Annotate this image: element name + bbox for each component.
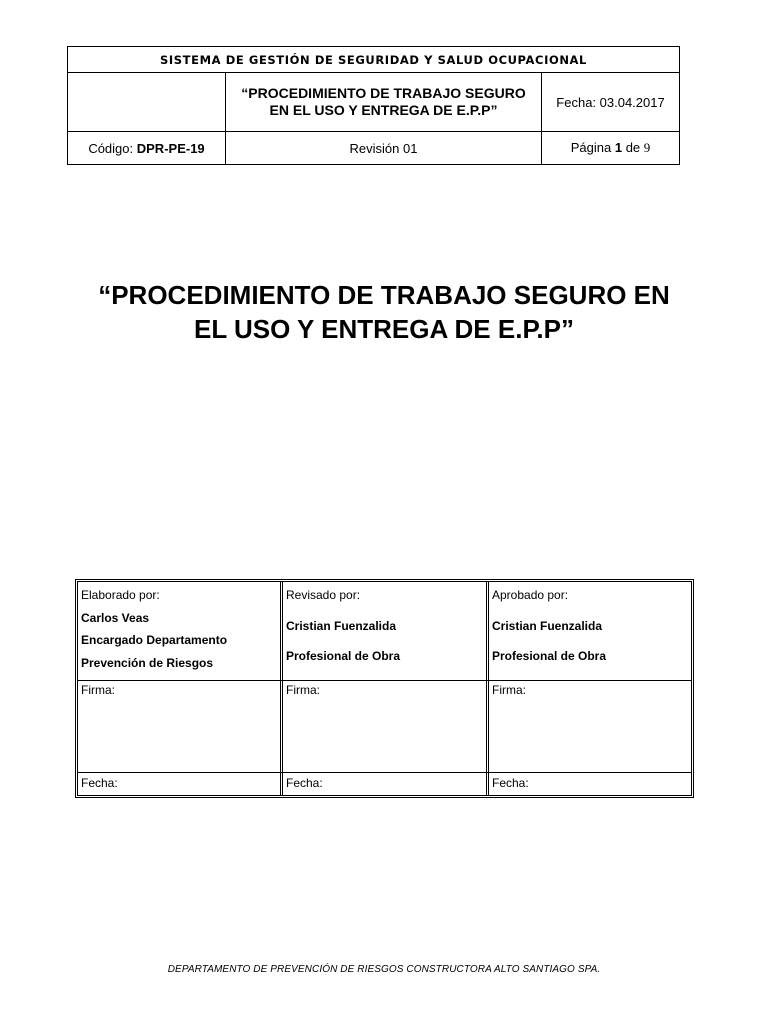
elaborado-role-line-2: Prevención de Riesgos xyxy=(81,656,214,670)
management-system-title: SISTEMA DE GESTIÓN DE SEGURIDAD Y SALUD OCUPACIONAL xyxy=(68,47,680,73)
aprobado-cell xyxy=(489,582,691,680)
revisado-name: Cristian Fuenzalida xyxy=(286,619,397,633)
document-main-title xyxy=(0,278,768,346)
revisado-signature-cell xyxy=(283,681,489,772)
document-header-table xyxy=(67,46,680,165)
elaborado-name: Carlos Veas xyxy=(81,611,150,625)
page-separator: de xyxy=(625,140,641,155)
main-title-line-1: “PROCEDIMIENTO DE TRABAJO SEGURO EN xyxy=(98,280,670,310)
document-revision: Revisión 01 xyxy=(226,132,542,165)
approval-table xyxy=(75,579,694,798)
header-procedure-title xyxy=(226,73,542,132)
elaborado-date-cell xyxy=(78,773,283,795)
page-footer: DEPARTAMENTO DE PREVENCIÓN DE RIESGOS CONSTRUCTORA ALTO SANTIAGO SPA. xyxy=(167,964,601,975)
fecha-label: Fecha: xyxy=(286,776,323,790)
firma-label: Firma: xyxy=(81,683,115,697)
revisado-label: Revisado por: xyxy=(286,588,361,602)
firma-label: Firma: xyxy=(492,683,526,697)
aprobado-date-cell xyxy=(489,773,691,795)
elaborado-role-line-1: Encargado Departamento xyxy=(81,633,228,647)
aprobado-name: Cristian Fuenzalida xyxy=(492,619,603,633)
page-total: 9 xyxy=(643,140,651,155)
page-label: Página xyxy=(570,140,612,155)
page-number xyxy=(542,132,680,165)
elaborado-signature-cell xyxy=(78,681,283,772)
header-title-line-2: EN EL USO Y ENTREGA DE E.P.P” xyxy=(269,102,498,118)
header-title-line-1: “PROCEDIMIENTO DE TRABAJO SEGURO xyxy=(241,85,526,101)
main-title-line-2: EL USO Y ENTREGA DE E.P.P” xyxy=(193,314,574,344)
aprobado-label: Aprobado por: xyxy=(492,588,569,602)
header-date: Fecha: 03.04.2017 xyxy=(542,73,680,132)
revisado-cell xyxy=(283,582,489,680)
elaborado-label: Elaborado por: xyxy=(81,588,160,602)
approval-signers-row xyxy=(78,582,691,681)
elaborado-cell xyxy=(78,582,283,680)
fecha-label: Fecha: xyxy=(492,776,529,790)
page-current: 1 xyxy=(614,140,623,155)
logo-cell xyxy=(68,73,226,132)
document-code xyxy=(68,132,226,165)
revisado-date-cell xyxy=(283,773,489,795)
document-code-label: Código: xyxy=(88,140,134,156)
signature-row xyxy=(78,681,691,773)
document-code-value: DPR-PE-19 xyxy=(136,140,205,156)
aprobado-role: Profesional de Obra xyxy=(492,649,607,663)
fecha-label: Fecha: xyxy=(81,776,118,790)
revisado-role: Profesional de Obra xyxy=(286,649,401,663)
aprobado-signature-cell xyxy=(489,681,691,772)
firma-label: Firma: xyxy=(286,683,320,697)
date-row xyxy=(78,773,691,795)
